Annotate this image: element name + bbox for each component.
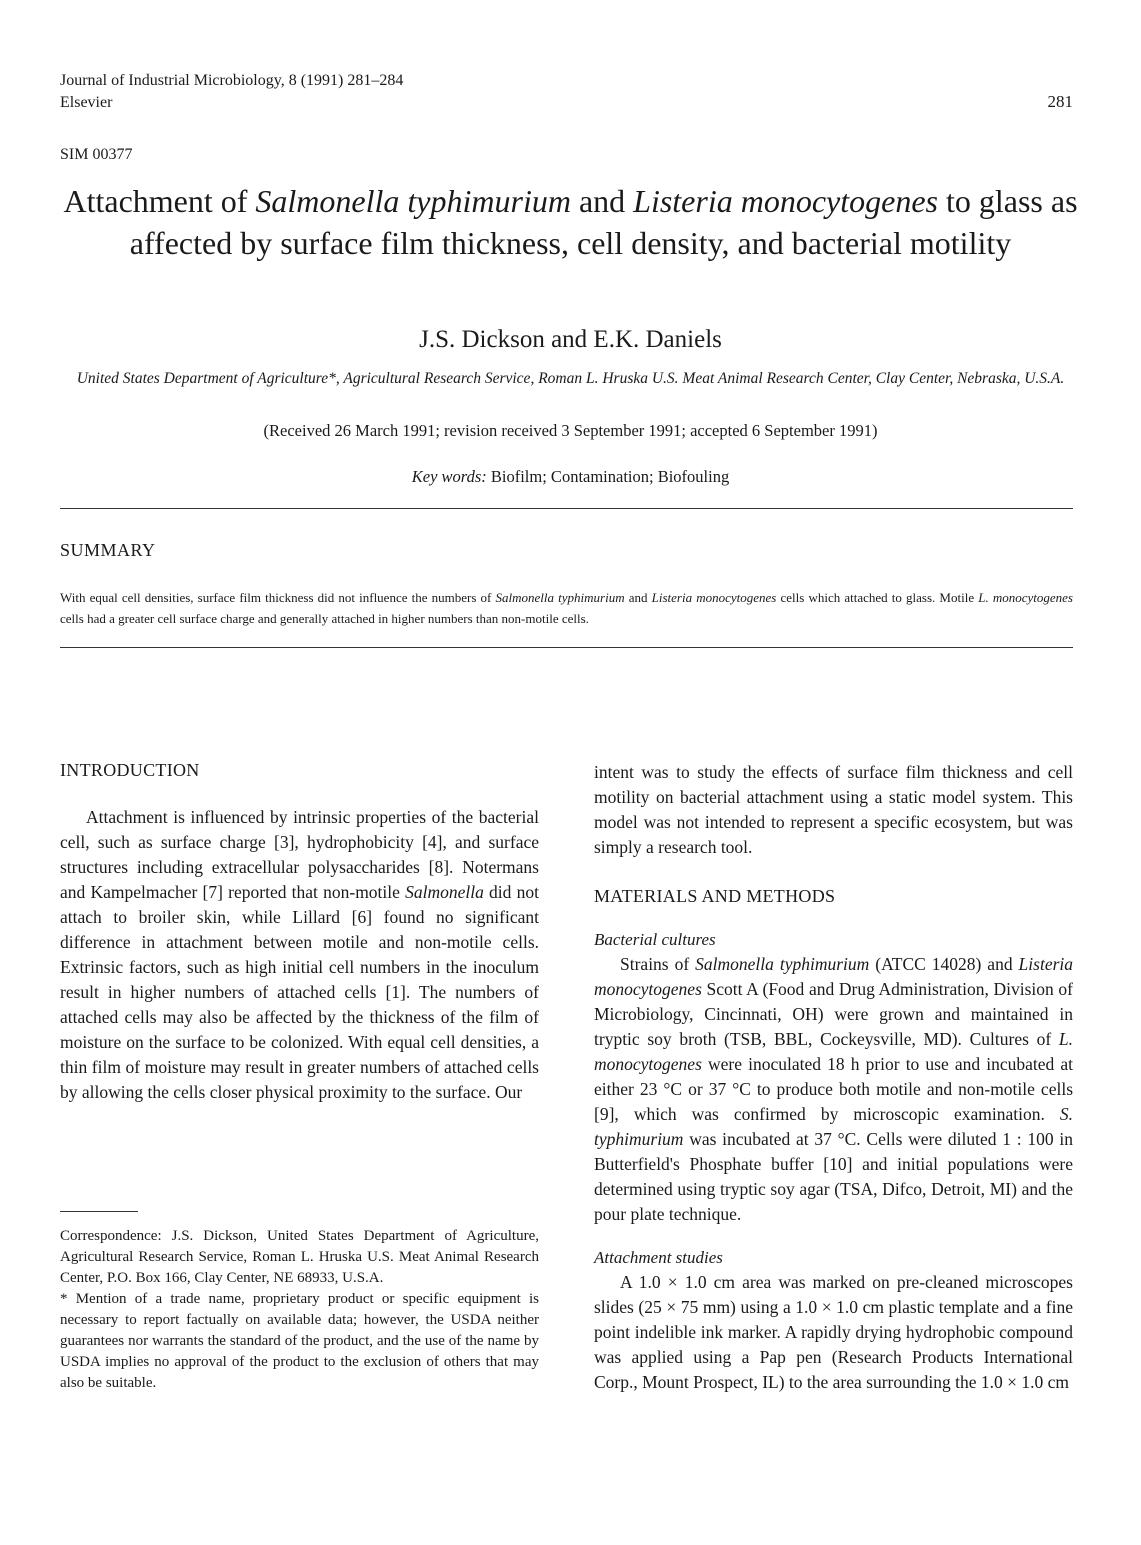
title-part-3: to glass as affected by surface film thickness, cell density, and bacterial motility [129, 183, 1078, 261]
summary-i2: Listeria monocytogenes [651, 590, 777, 605]
footnotes [60, 1226, 539, 1394]
m1-i1: Salmonella typhimurium [695, 954, 870, 974]
right-column [594, 760, 1073, 1395]
summary-i3: L. monocytogenes [978, 590, 1073, 605]
article-title [40, 180, 1101, 264]
divider-top [60, 508, 1073, 509]
summary-t4: cells had a greater cell surface charge and generally attached in higher numbers than non-motile cells. [60, 611, 589, 626]
title-part-2: and [570, 183, 634, 219]
disclaimer-note: * Mention of a trade name, proprietary product or specific equipment is necessary to report factually on available data; however, the USDA neither guarantees nor warrants the standard of the product, and the use of the name by USDA implies no approval of the product to the exclusion of others that may also be suitable. [60, 1291, 539, 1391]
authors: J.S. Dickson and E.K. Daniels [419, 326, 722, 353]
m1-i2: Listeria monocytogenes [594, 954, 1074, 999]
journal-header [60, 70, 403, 114]
m1-t2: (ATCC 14028) and [869, 954, 1019, 974]
introduction-paragraph [60, 805, 539, 1105]
bacterial-cultures-subheading: Bacterial cultures [594, 930, 716, 949]
left-column [60, 758, 539, 1105]
sim-number: SIM 00377 [60, 146, 133, 163]
intro-i1: Salmonella [405, 882, 484, 902]
title-organism-2: Listeria monocytogenes [633, 183, 938, 219]
keywords-value: Biofilm; Contamination; Biofouling [486, 467, 730, 486]
correspondence-note: Correspondence: J.S. Dickson, United States Department of Agriculture, Agricultural Research Service, Roman L. Hruska U.S. Meat Animal Research Center, P.O. Box 166, Clay Center, NE 68933, U.S.A. [60, 1228, 539, 1286]
attachment-studies-paragraph: A 1.0 × 1.0 cm area was marked on pre-cleaned microscopes slides (25 × 75 mm) using a 1.0 × 1.0 cm plastic template and a fine point indelible ink marker. A rapidly drying hydrophobic compound was applied using a Pap pen (Research Products International Corp., Mount Prospect, IL) to the area surrounding the 1.0 × 1.0 cm [594, 1272, 1073, 1392]
journal-citation: Journal of Industrial Microbiology, 8 (1991) 281–284 [60, 72, 404, 89]
keywords [0, 467, 1141, 487]
methods-heading: MATERIALS AND METHODS [594, 886, 836, 906]
summary-t1: With equal cell densities, surface film thickness did not influence the numbers of [60, 590, 496, 605]
attachment-studies-subheading: Attachment studies [594, 1248, 723, 1267]
title-organism-1: Salmonella typhimurium [255, 183, 571, 219]
received-dates: (Received 26 March 1991; revision received 3 September 1991; accepted 6 September 1991) [263, 421, 878, 440]
summary-i1: Salmonella typhimurium [495, 590, 625, 605]
publisher: Elsevier [60, 94, 113, 111]
intro-t2: did not attach to broiler skin, while Lillard [6] found no significant difference in attachment between motile and non-motile cells. Extrinsic factors, such as high initial cell numbers in the inoculum result in higher numbers of attached cells [1]. The numbers of attached cells may also be affected by the thickness of the film of moisture on the surface to be colonized. With equal cell densities, a thin film of moisture may result in greater numbers of attached cells by allowing the cells closer physical proximity to the surface. Our [60, 882, 539, 1102]
divider-bottom [60, 647, 1073, 648]
summary-t3: cells which attached to glass. Motile [776, 590, 979, 605]
m1-t5: was incubated at 37 °C. Cells were diluted 1 : 100 in Butterfield's Phosphate buffer [10] and initial populations were determined using tryptic soy agar (TSA, Difco, Detroit, MI) and the pour plate technique. [594, 1129, 1073, 1224]
footnote-rule [60, 1211, 138, 1212]
summary-text [60, 587, 1073, 629]
intro-t1: Attachment is influenced by intrinsic properties of the bacterial cell, such as surface charge [3], hydrophobicity [4], and surface structures including extracellular polysaccharides [8]. Notermans and Kampelmacher [7] reported that non-motile [60, 807, 539, 902]
title-part-1: Attachment of [63, 183, 256, 219]
affiliation: United States Department of Agriculture*, Agricultural Research Service, Roman L. Hruska U.S. Meat Animal Research Center, Clay Center, Nebraska, U.S.A. [76, 370, 1065, 387]
m1-t4: were inoculated 18 h prior to use and incubated at either 23 °C or 37 °C to produce both motile and non-motile cells [9], which was confirmed by microscopic examination. [594, 1054, 1073, 1124]
m1-t1: Strains of [620, 954, 696, 974]
m1-i3: L. monocytogenes [594, 1029, 1073, 1074]
m1-t3: Scott A (Food and Drug Administration, Division of Microbiology, Cincinnati, OH) were grown and maintained in tryptic soy broth (TSB, BBL, Cockeysville, MD). Cultures of [594, 979, 1073, 1049]
page-number: 281 [1047, 92, 1073, 111]
m1-i4: S. typhimurium [594, 1104, 1073, 1149]
summary-heading: SUMMARY [60, 540, 156, 560]
keywords-label: Key words: [411, 467, 487, 486]
introduction-heading: INTRODUCTION [60, 760, 200, 780]
bacterial-cultures-paragraph [594, 952, 1073, 1227]
summary-t2: and [624, 590, 652, 605]
introduction-continuation: intent was to study the effects of surface film thickness and cell motility on bacterial attachment using a static model system. This model was not intended to represent a specific ecosystem, but was simply a research tool. [594, 762, 1073, 857]
